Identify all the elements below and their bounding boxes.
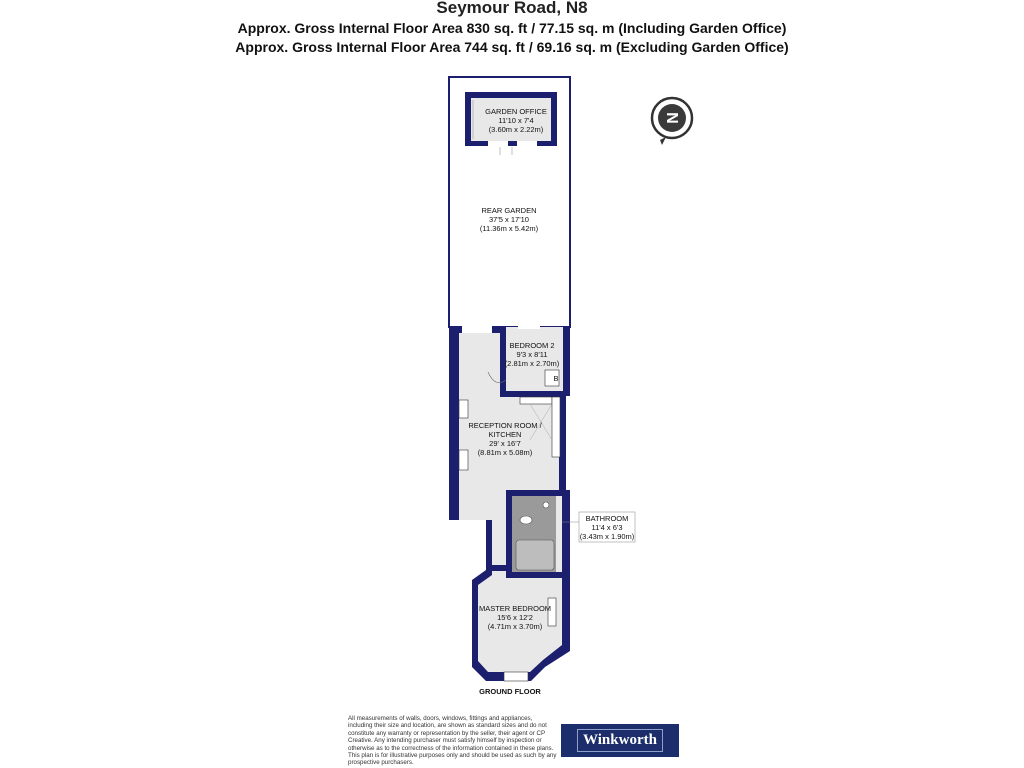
disclaimer-text: All measurements of walls, doors, windows, fittings and appliances, including their size and location, are shown as standard sizes and do not constitute any warranty or representation by the seller, their agent or CP Creative. Any intending purchaser must satisfy himself by inspection or otherwise as to the correctness of the information contained in these plans. This plan is for illustrative purposes only and should be used as such by any prospective purchasers. (348, 715, 557, 767)
bedroom2-name: BEDROOM 2 (509, 341, 555, 350)
bedroom2-imperial: 9'3 x 8'11 (516, 350, 548, 359)
reception-name-line2: KITCHEN (488, 430, 522, 439)
reception-metric: (8.81m x 5.08m) (477, 448, 533, 457)
bathroom-imperial: 11'4 x 6'3 (591, 523, 623, 532)
rear-garden-imperial: 37'5 x 17'10 (489, 215, 529, 224)
brand-name: Winkworth (577, 729, 663, 752)
area-excluding-office: Approx. Gross Internal Floor Area 744 sq. ft / 69.16 sq. m (Excluding Garden Office) (235, 39, 789, 55)
plan-title: Seymour Road, N8 (436, 0, 588, 17)
compass-letter: N (665, 112, 682, 124)
bedroom2-metric: (2.81m x 2.70m) (504, 359, 560, 368)
reception-name-line1: RECEPTION ROOM / (468, 421, 542, 430)
garden-office-metric: (3.60m x 2.22m) (488, 125, 544, 134)
garden-office-imperial: 11'10 x 7'4 (498, 116, 534, 125)
floor-label: GROUND FLOOR (479, 687, 541, 696)
master-bedroom-imperial: 15'6 x 12'2 (497, 613, 533, 622)
area-including-office: Approx. Gross Internal Floor Area 830 sq. ft / 77.15 sq. m (Including Garden Office) (237, 20, 787, 36)
bathroom-metric: (3.43m x 1.90m) (579, 532, 635, 541)
reception-imperial: 29' x 16'7 (489, 439, 521, 448)
winkworth-logo (561, 724, 679, 757)
rear-garden-name: REAR GARDEN (481, 206, 537, 215)
master-bedroom-metric: (4.71m x 3.70m) (487, 622, 543, 631)
bathroom-name: BATHROOM (585, 514, 629, 523)
garden-office-name: GARDEN OFFICE (485, 107, 547, 116)
boiler-label: B (553, 374, 559, 383)
master-bedroom-name: MASTER BEDROOM (478, 604, 552, 613)
rear-garden-metric: (11.36m x 5.42m) (479, 224, 539, 233)
north-compass-icon (652, 98, 692, 145)
